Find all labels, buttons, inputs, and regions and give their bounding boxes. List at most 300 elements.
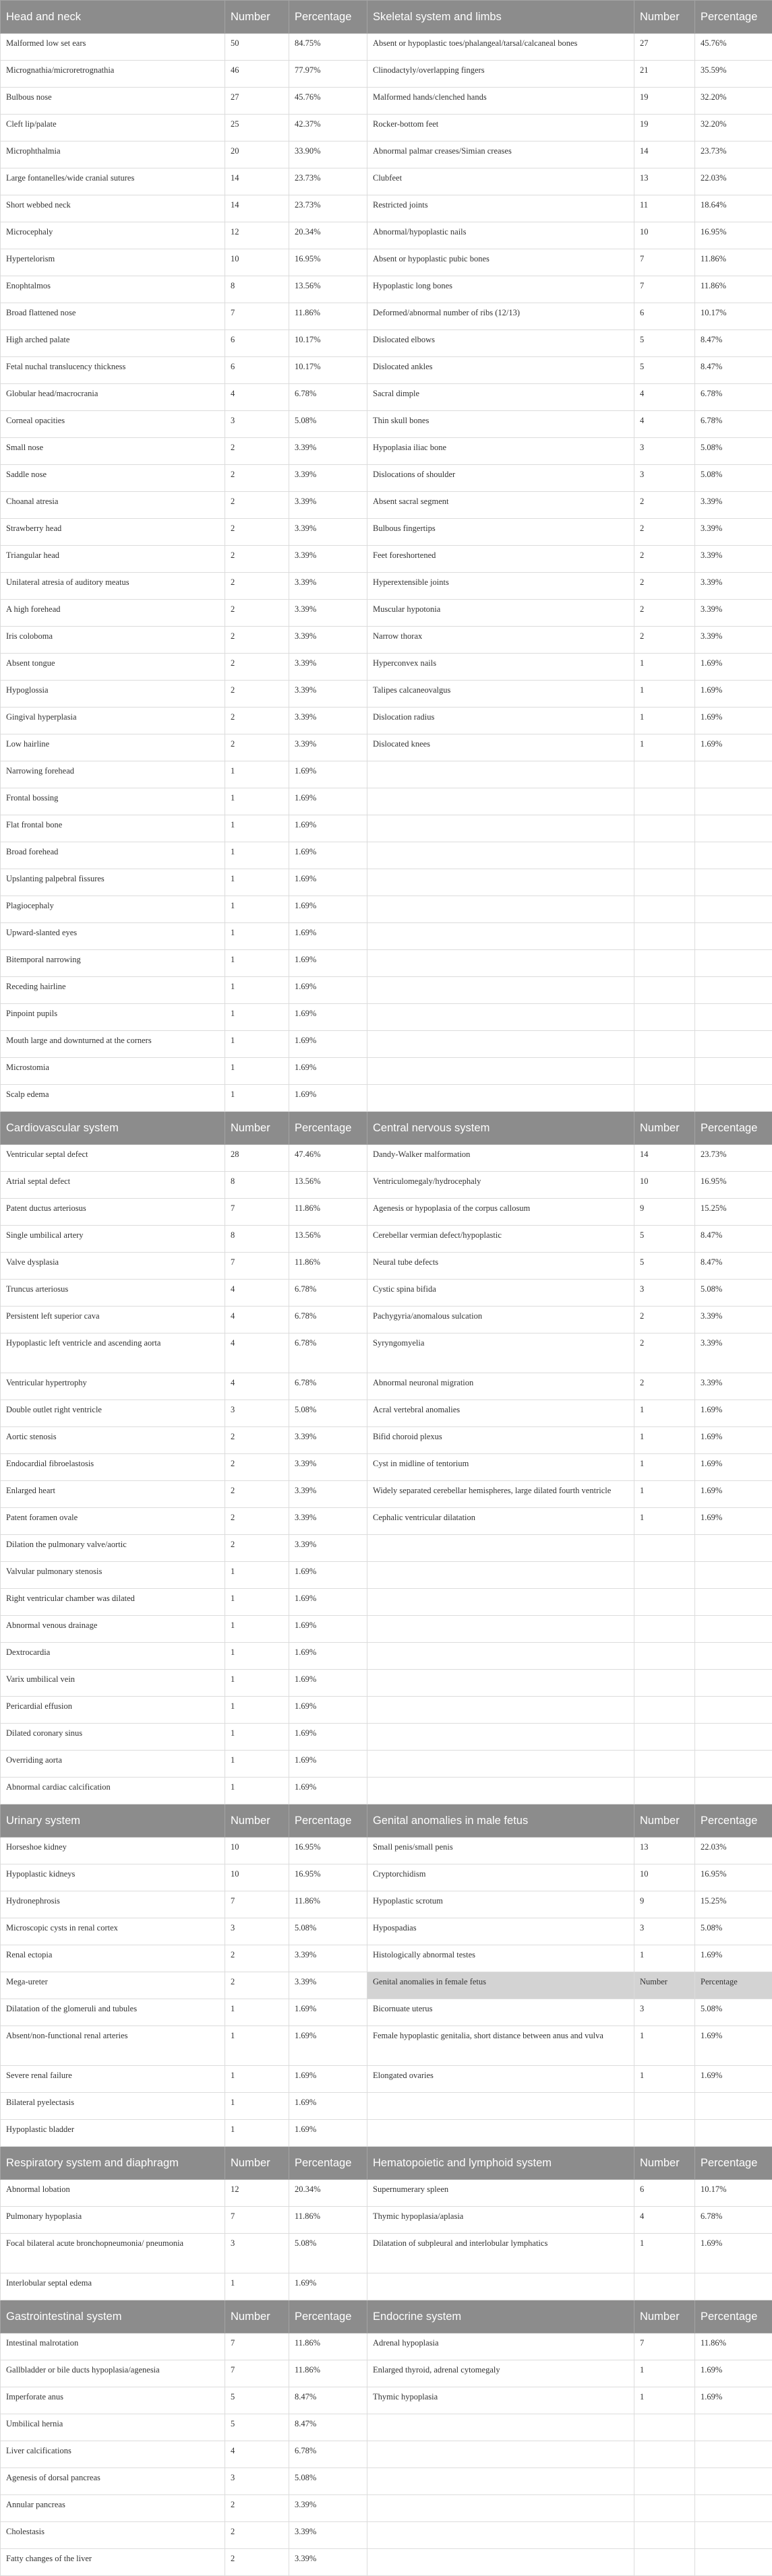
anomaly-cell: Fatty changes of the liver [1, 2549, 225, 2576]
number-cell: 1 [225, 2273, 289, 2300]
number-cell [634, 1724, 695, 1751]
anomaly-cell: Abnormal neuronal migration [367, 1373, 634, 1400]
percentage-cell [695, 2522, 772, 2549]
anomaly-cell: Aortic stenosis [1, 1427, 225, 1454]
anomaly-cell: Imperforate anus [1, 2387, 225, 2414]
anomaly-cell: Broad forehead [1, 842, 225, 869]
table-row [1, 2207, 772, 2234]
number-cell: 4 [225, 2441, 289, 2468]
anomaly-cell: Pachygyria/anomalous sulcation [367, 1307, 634, 1333]
number-cell: 19 [634, 88, 695, 115]
section-title: Urinary system [1, 1804, 225, 1837]
percentage-cell [695, 923, 772, 950]
anomaly-cell: Microcephaly [1, 222, 225, 249]
percentage-cell [695, 1004, 772, 1031]
anomaly-cell: Hyperconvex nails [367, 654, 634, 681]
number-cell [634, 1643, 695, 1670]
number-cell [634, 2273, 695, 2300]
number-cell: 4 [225, 384, 289, 411]
percentage-cell: 3.39% [289, 438, 367, 465]
anomaly-cell: Supernumerary spleen [367, 2180, 634, 2207]
anomaly-cell: Hypoplasia iliac bone [367, 438, 634, 465]
table-row [1, 2180, 772, 2207]
anomaly-cell: Histologically abnormal testes [367, 1945, 634, 1972]
percentage-cell: 11.86% [695, 249, 772, 276]
percentage-cell: 1.69% [695, 1427, 772, 1454]
number-cell [634, 1697, 695, 1724]
anomaly-cell: Scalp edema [1, 1085, 225, 1112]
anomaly-cell: Patent foramen ovale [1, 1508, 225, 1535]
percentage-cell: 6.78% [289, 1333, 367, 1373]
anomaly-cell: Fetal nuchal translucency thickness [1, 357, 225, 384]
percentage-cell: 5.08% [695, 1918, 772, 1945]
number-cell: 25 [225, 115, 289, 142]
number-cell: 27 [634, 34, 695, 61]
percentage-cell [695, 1670, 772, 1697]
percentage-cell [695, 2093, 772, 2120]
anomaly-cell: Dilatation of the glomeruli and tubules [1, 1999, 225, 2026]
number-cell [634, 1778, 695, 1804]
anomaly-cell: Deformed/abnormal number of ribs (12/13) [367, 303, 634, 330]
percentage-cell: 1.69% [695, 654, 772, 681]
table-row [1, 1454, 772, 1481]
number-cell: 10 [225, 1864, 289, 1891]
table-row [1, 869, 772, 896]
anomaly-cell: Small penis/small penis [367, 1837, 634, 1864]
percentage-cell: 10.17% [289, 357, 367, 384]
anomaly-cell: Cyst in midline of tentorium [367, 1454, 634, 1481]
number-cell [634, 1751, 695, 1778]
number-cell: 7 [225, 2360, 289, 2387]
percentage-cell [695, 1643, 772, 1670]
anomaly-cell: Hypertelorism [1, 249, 225, 276]
percentage-cell [695, 1031, 772, 1058]
number-cell: 2 [225, 1508, 289, 1535]
anomaly-cell: Bulbous nose [1, 88, 225, 115]
table-row [1, 1864, 772, 1891]
percentage-cell: 5.08% [289, 1400, 367, 1427]
number-cell: 2 [225, 465, 289, 492]
percentage-cell [695, 1778, 772, 1804]
percentage-cell: 13.56% [289, 276, 367, 303]
percentage-cell: 1.69% [695, 708, 772, 734]
percentage-cell: 11.86% [289, 2207, 367, 2234]
table-row [1, 1253, 772, 1280]
number-cell: 46 [225, 61, 289, 88]
section-title: Hematopoietic and lymphoid system [367, 2147, 634, 2180]
table-row [1, 2234, 772, 2273]
anomaly-cell: High arched palate [1, 330, 225, 357]
anomaly-cell [367, 2468, 634, 2495]
number-cell [634, 2549, 695, 2576]
table-row [1, 2495, 772, 2522]
percentage-cell: 1.69% [289, 815, 367, 842]
table-row [1, 2441, 772, 2468]
number-cell: 7 [225, 2333, 289, 2360]
number-cell [634, 977, 695, 1004]
number-cell: 2 [634, 1333, 695, 1373]
percentage-cell: 1.69% [695, 1481, 772, 1508]
number-cell [634, 1004, 695, 1031]
anomaly-cell: Severe renal failure [1, 2066, 225, 2093]
column-header-number: Number [225, 1804, 289, 1837]
anomaly-cell: Absent or hypoplastic toes/phalangeal/tarsal/calcaneal bones [367, 34, 634, 61]
anomaly-cell: Hypoplastic bladder [1, 2120, 225, 2147]
percentage-cell: 15.25% [695, 1891, 772, 1918]
anomaly-cell: Atrial septal defect [1, 1172, 225, 1199]
percentage-cell: 45.76% [695, 34, 772, 61]
number-cell: 4 [225, 1280, 289, 1307]
number-cell: 2 [225, 600, 289, 627]
percentage-cell: 3.39% [289, 546, 367, 573]
anomaly-cell [367, 761, 634, 788]
number-cell: 3 [634, 1999, 695, 2026]
anomaly-cell: Broad flattened nose [1, 303, 225, 330]
column-header-number: Number [225, 2147, 289, 2180]
percentage-cell: 11.86% [289, 2333, 367, 2360]
column-header-percentage: Percentage [695, 1, 772, 34]
anomaly-cell: Truncus arteriosus [1, 1280, 225, 1307]
anomaly-cell: Adrenal hypoplasia [367, 2333, 634, 2360]
table-row [1, 249, 772, 276]
percentage-cell: 32.20% [695, 115, 772, 142]
number-cell: 1 [225, 1004, 289, 1031]
table-row [1, 654, 772, 681]
percentage-cell: 3.39% [695, 1307, 772, 1333]
number-cell: 14 [225, 168, 289, 195]
table-row [1, 195, 772, 222]
column-header-percentage: Percentage [695, 1112, 772, 1145]
percentage-cell: 3.39% [289, 1508, 367, 1535]
number-cell: 2 [634, 546, 695, 573]
table-row [1, 1333, 772, 1373]
table-row [1, 761, 772, 788]
anomaly-cell: Cerebellar vermian defect/hypoplastic [367, 1226, 634, 1253]
percentage-cell: 3.39% [289, 734, 367, 761]
column-header-number: Number [634, 1804, 695, 1837]
number-cell: 1 [225, 869, 289, 896]
anomaly-cell [367, 1724, 634, 1751]
anomaly-cell: Hypoplastic long bones [367, 276, 634, 303]
number-cell: 7 [634, 2333, 695, 2360]
percentage-cell: 5.08% [289, 2468, 367, 2495]
table-row [1, 1085, 772, 1112]
number-cell: 1 [634, 2026, 695, 2066]
anomaly-cell: Flat frontal bone [1, 815, 225, 842]
percentage-cell: 10.17% [289, 330, 367, 357]
table-row [1, 1280, 772, 1307]
percentage-cell: 3.39% [289, 573, 367, 600]
column-header-percentage: Percentage [289, 1804, 367, 1837]
anomaly-cell: Varix umbilical vein [1, 1670, 225, 1697]
percentage-cell: 16.95% [695, 1172, 772, 1199]
table-row [1, 923, 772, 950]
anomaly-cell: Cystic spina bifida [367, 1280, 634, 1307]
anomaly-cell [367, 1697, 634, 1724]
anomaly-cell [367, 1670, 634, 1697]
anomaly-cell: Endocardial fibroelastosis [1, 1454, 225, 1481]
anomaly-cell: Cryptorchidism [367, 1864, 634, 1891]
column-header-percentage: Percentage [289, 2147, 367, 2180]
anomaly-cell: Bicornuate uterus [367, 1999, 634, 2026]
number-cell [634, 2522, 695, 2549]
percentage-cell: 3.39% [695, 600, 772, 627]
table-row [1, 600, 772, 627]
anomaly-cell [367, 923, 634, 950]
percentage-cell: 5.08% [289, 1918, 367, 1945]
column-header-number: Number [225, 1112, 289, 1145]
percentage-cell: 11.86% [289, 303, 367, 330]
anomaly-cell: Clinodactyly/overlapping fingers [367, 61, 634, 88]
anomaly-cell [367, 896, 634, 923]
percentage-cell [695, 2120, 772, 2147]
section-title: Endocrine system [367, 2300, 634, 2333]
percentage-cell: 15.25% [695, 1199, 772, 1226]
percentage-cell [695, 869, 772, 896]
anomaly-cell: Neural tube defects [367, 1253, 634, 1280]
number-cell: 1 [225, 923, 289, 950]
percentage-cell: 3.39% [289, 1427, 367, 1454]
anomaly-cell: Ventricular hypertrophy [1, 1373, 225, 1400]
section-header-row [1, 2300, 772, 2333]
number-cell: 50 [225, 34, 289, 61]
anomaly-cell [367, 2522, 634, 2549]
percentage-cell: 1.69% [289, 1670, 367, 1697]
number-cell: 1 [225, 788, 289, 815]
number-cell: 7 [225, 2207, 289, 2234]
number-cell: 12 [225, 2180, 289, 2207]
percentage-cell: 1.69% [695, 2234, 772, 2273]
percentage-cell [695, 1589, 772, 1616]
percentage-cell: Percentage [695, 1972, 772, 1999]
percentage-cell: 1.69% [289, 869, 367, 896]
percentage-cell: 1.69% [695, 1508, 772, 1535]
table-row [1, 519, 772, 546]
percentage-cell: 3.39% [289, 654, 367, 681]
percentage-cell: 1.69% [695, 1454, 772, 1481]
number-cell: 1 [634, 1427, 695, 1454]
anomaly-cell [367, 1004, 634, 1031]
table-row [1, 2360, 772, 2387]
section-title: Central nervous system [367, 1112, 634, 1145]
column-header-percentage: Percentage [695, 2147, 772, 2180]
number-cell: 7 [634, 249, 695, 276]
percentage-cell: 16.95% [289, 1837, 367, 1864]
number-cell: 3 [634, 438, 695, 465]
anomaly-cell: Enophtalmos [1, 276, 225, 303]
anomaly-cell [367, 788, 634, 815]
number-cell: 2 [225, 2549, 289, 2576]
anomaly-cell [367, 1643, 634, 1670]
anomaly-cell: Patent ductus arteriosus [1, 1199, 225, 1226]
percentage-cell: 1.69% [695, 2066, 772, 2093]
table-row [1, 2549, 772, 2576]
anomaly-cell: Right ventricular chamber was dilated [1, 1589, 225, 1616]
number-cell: 14 [634, 142, 695, 168]
table-row [1, 1508, 772, 1535]
number-cell: 1 [225, 815, 289, 842]
percentage-cell: 1.69% [695, 2360, 772, 2387]
number-cell: 9 [634, 1891, 695, 1918]
number-cell: 1 [634, 1454, 695, 1481]
anomaly-cell: Hypoplastic kidneys [1, 1864, 225, 1891]
anomaly-cell: Thymic hypoplasia [367, 2387, 634, 2414]
table-row [1, 276, 772, 303]
anomaly-cell: Absent/non-functional renal arteries [1, 2026, 225, 2066]
anomaly-cell [367, 2549, 634, 2576]
percentage-cell [695, 2549, 772, 2576]
number-cell: 13 [634, 1837, 695, 1864]
percentage-cell: 1.69% [289, 1697, 367, 1724]
table-row [1, 1751, 772, 1778]
percentage-cell: 22.03% [695, 1837, 772, 1864]
number-cell: 1 [225, 761, 289, 788]
percentage-cell: 3.39% [695, 1373, 772, 1400]
anomaly-cell: Hypoplastic scrotum [367, 1891, 634, 1918]
number-cell: 1 [634, 1481, 695, 1508]
percentage-cell: 45.76% [289, 88, 367, 115]
percentage-cell [695, 1697, 772, 1724]
anomaly-cell: Dislocation radius [367, 708, 634, 734]
percentage-cell [695, 2441, 772, 2468]
percentage-cell: 10.17% [695, 303, 772, 330]
percentage-cell: 3.39% [289, 708, 367, 734]
percentage-cell: 3.39% [695, 492, 772, 519]
number-cell [634, 1031, 695, 1058]
number-cell: 3 [225, 2234, 289, 2273]
table-row [1, 384, 772, 411]
number-cell: 2 [225, 708, 289, 734]
table-row [1, 2522, 772, 2549]
percentage-cell [695, 950, 772, 977]
table-row [1, 1031, 772, 1058]
anomaly-cell [367, 2273, 634, 2300]
number-cell: 1 [634, 654, 695, 681]
table-row [1, 222, 772, 249]
number-cell: 2 [225, 1481, 289, 1508]
table-row [1, 1643, 772, 1670]
percentage-cell: 3.39% [289, 465, 367, 492]
section-header-row [1, 1804, 772, 1837]
percentage-cell: 10.17% [695, 2180, 772, 2207]
number-cell: 4 [225, 1333, 289, 1373]
percentage-cell: 8.47% [289, 2414, 367, 2441]
number-cell: 3 [225, 1400, 289, 1427]
anomaly-cell: Dilatation of subpleural and interlobular lymphatics [367, 2234, 634, 2273]
percentage-cell [695, 788, 772, 815]
number-cell [634, 2093, 695, 2120]
table-row [1, 2468, 772, 2495]
number-cell: 1 [225, 1697, 289, 1724]
anomaly-cell: Interlobular septal edema [1, 2273, 225, 2300]
anomaly-cell: Cleft lip/palate [1, 115, 225, 142]
anomaly-cell: Hyperextensible joints [367, 573, 634, 600]
table-row [1, 438, 772, 465]
number-cell: 8 [225, 1172, 289, 1199]
anomaly-cell: Hydronephrosis [1, 1891, 225, 1918]
percentage-cell [695, 2414, 772, 2441]
number-cell: 7 [225, 303, 289, 330]
number-cell: 27 [225, 88, 289, 115]
percentage-cell: 1.69% [695, 2026, 772, 2066]
number-cell: 1 [225, 1999, 289, 2026]
table-row [1, 1535, 772, 1562]
table-row [1, 681, 772, 708]
number-cell: 2 [225, 2495, 289, 2522]
table-row [1, 2387, 772, 2414]
anomaly-cell: Cephalic ventricular dilatation [367, 1508, 634, 1535]
section-title: Respiratory system and diaphragm [1, 2147, 225, 2180]
table-row [1, 303, 772, 330]
number-cell: 2 [225, 681, 289, 708]
percentage-cell: 16.95% [695, 1864, 772, 1891]
anomaly-cell: Microphthalmia [1, 142, 225, 168]
percentage-cell: 8.47% [695, 1253, 772, 1280]
percentage-cell: 11.86% [289, 1253, 367, 1280]
table-row [1, 61, 772, 88]
percentage-cell: 3.39% [289, 1481, 367, 1508]
anomaly-cell [367, 2414, 634, 2441]
percentage-cell: 20.34% [289, 222, 367, 249]
number-cell: 6 [634, 2180, 695, 2207]
number-cell: 10 [225, 249, 289, 276]
number-cell: 1 [225, 1751, 289, 1778]
number-cell: 1 [225, 977, 289, 1004]
anomaly-cell: Agenesis of dorsal pancreas [1, 2468, 225, 2495]
column-header-percentage: Percentage [695, 2300, 772, 2333]
number-cell: 2 [634, 1373, 695, 1400]
anomaly-cell: Liver calcifications [1, 2441, 225, 2468]
anomaly-cell: Abnormal cardiac calcification [1, 1778, 225, 1804]
section-title: Genital anomalies in male fetus [367, 1804, 634, 1837]
anomaly-cell: Intestinal malrotation [1, 2333, 225, 2360]
anomaly-cell: Plagiocephaly [1, 896, 225, 923]
percentage-cell [695, 1535, 772, 1562]
section-title: Cardiovascular system [1, 1112, 225, 1145]
number-cell [634, 815, 695, 842]
percentage-cell: 3.39% [695, 573, 772, 600]
number-cell: 1 [634, 2234, 695, 2273]
percentage-cell: 1.69% [289, 923, 367, 950]
table-row [1, 2414, 772, 2441]
percentage-cell: 77.97% [289, 61, 367, 88]
table-row [1, 1837, 772, 1864]
anomaly-cell [367, 977, 634, 1004]
number-cell [634, 2441, 695, 2468]
percentage-cell: 6.78% [695, 384, 772, 411]
percentage-cell: 32.20% [695, 88, 772, 115]
percentage-cell: 3.39% [695, 519, 772, 546]
anomaly-cell: Ventriculomegaly/hydrocephaly [367, 1172, 634, 1199]
number-cell: 1 [225, 1724, 289, 1751]
anomaly-cell: Hypoglossia [1, 681, 225, 708]
percentage-cell: 3.39% [289, 681, 367, 708]
column-header-number: Number [634, 1112, 695, 1145]
number-cell: 2 [634, 1307, 695, 1333]
percentage-cell: 33.90% [289, 142, 367, 168]
number-cell: 5 [225, 2414, 289, 2441]
number-cell [634, 2468, 695, 2495]
table-row [1, 1199, 772, 1226]
number-cell: 10 [634, 222, 695, 249]
number-cell: 19 [634, 115, 695, 142]
number-cell [634, 1535, 695, 1562]
percentage-cell: 84.75% [289, 34, 367, 61]
number-cell: 7 [225, 1199, 289, 1226]
number-cell: 2 [225, 1454, 289, 1481]
percentage-cell: 1.69% [289, 1778, 367, 1804]
percentage-cell: 11.86% [289, 2360, 367, 2387]
